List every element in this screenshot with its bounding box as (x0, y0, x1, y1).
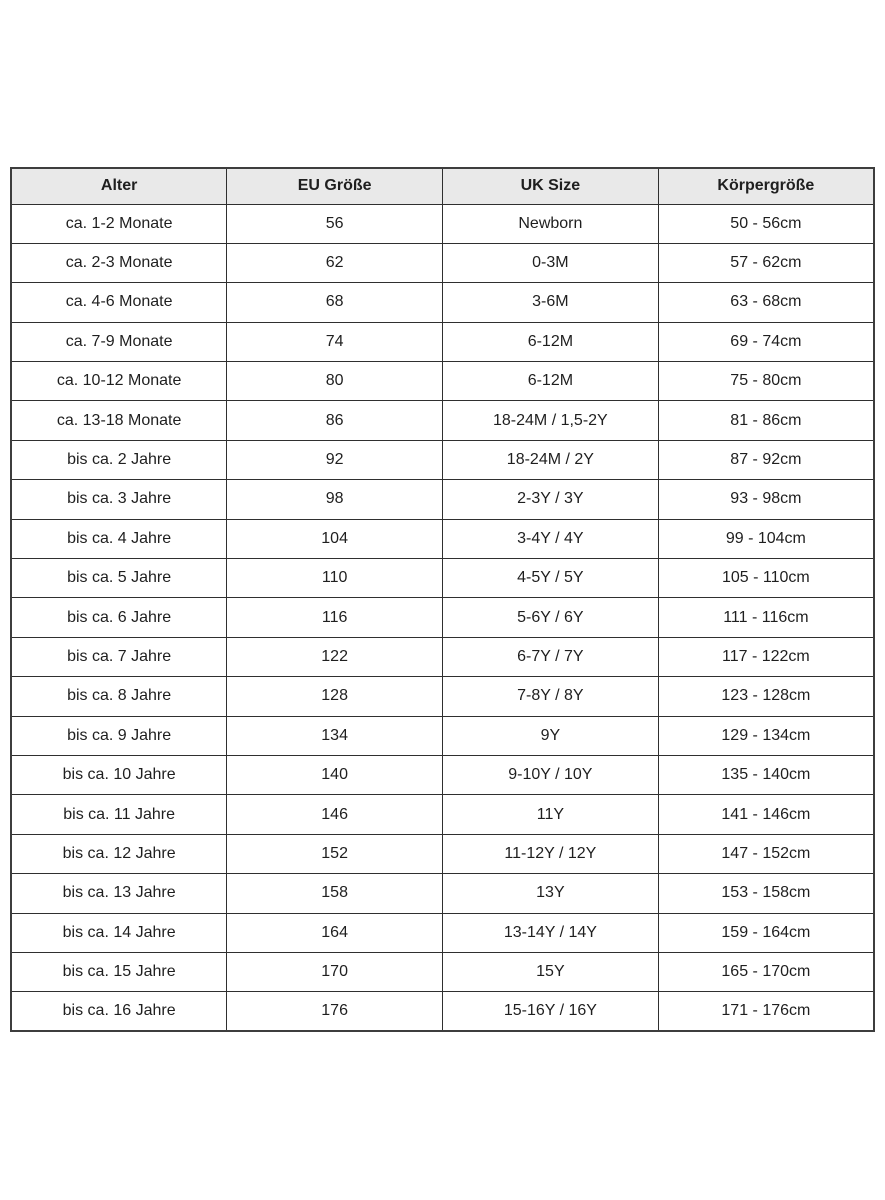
table-row (11, 283, 874, 322)
table-cell: bis ca. 12 Jahre (11, 834, 227, 873)
table-cell: 111 - 116cm (658, 598, 874, 637)
table-cell: 13Y (443, 874, 659, 913)
table-cell: bis ca. 6 Jahre (11, 598, 227, 637)
table-cell: 57 - 62cm (658, 243, 874, 282)
table-cell: bis ca. 4 Jahre (11, 519, 227, 558)
table-cell: ca. 10-12 Monate (11, 362, 227, 401)
table-cell: 86 (227, 401, 443, 440)
table-cell: bis ca. 13 Jahre (11, 874, 227, 913)
table-cell: 152 (227, 834, 443, 873)
table-cell: ca. 7-9 Monate (11, 322, 227, 361)
table-cell: bis ca. 16 Jahre (11, 992, 227, 1031)
table-cell: 170 (227, 952, 443, 991)
table-cell: 129 - 134cm (658, 716, 874, 755)
table-cell: 18-24M / 2Y (443, 440, 659, 479)
table-row (11, 204, 874, 243)
table-row (11, 559, 874, 598)
table-cell: 6-12M (443, 322, 659, 361)
table-cell: 63 - 68cm (658, 283, 874, 322)
table-cell: bis ca. 3 Jahre (11, 480, 227, 519)
table-row (11, 992, 874, 1031)
table-row (11, 322, 874, 361)
header-row (11, 168, 874, 204)
table-cell: 7-8Y / 8Y (443, 677, 659, 716)
table-cell: 0-3M (443, 243, 659, 282)
table-cell: 92 (227, 440, 443, 479)
table-row (11, 401, 874, 440)
table-cell: bis ca. 14 Jahre (11, 913, 227, 952)
table-cell: 11-12Y / 12Y (443, 834, 659, 873)
table-row (11, 913, 874, 952)
table-row (11, 952, 874, 991)
table-cell: 123 - 128cm (658, 677, 874, 716)
table-cell: 80 (227, 362, 443, 401)
table-cell: 140 (227, 755, 443, 794)
table-cell: 147 - 152cm (658, 834, 874, 873)
table-cell: 104 (227, 519, 443, 558)
table-cell: 50 - 56cm (658, 204, 874, 243)
table-cell: 164 (227, 913, 443, 952)
table-cell: 68 (227, 283, 443, 322)
table-row (11, 677, 874, 716)
table-cell: 81 - 86cm (658, 401, 874, 440)
table-row (11, 519, 874, 558)
table-cell: 2-3Y / 3Y (443, 480, 659, 519)
table-cell: 6-12M (443, 362, 659, 401)
table-row (11, 598, 874, 637)
table-cell: ca. 1-2 Monate (11, 204, 227, 243)
table-cell: 62 (227, 243, 443, 282)
table-cell: 105 - 110cm (658, 559, 874, 598)
table-cell: 171 - 176cm (658, 992, 874, 1031)
table-cell: bis ca. 11 Jahre (11, 795, 227, 834)
size-table-body (11, 204, 874, 1031)
table-cell: bis ca. 10 Jahre (11, 755, 227, 794)
table-cell: 9Y (443, 716, 659, 755)
table-cell: 9-10Y / 10Y (443, 755, 659, 794)
table-cell: 99 - 104cm (658, 519, 874, 558)
header-cell-koerpergroesse: Körpergröße (658, 168, 874, 204)
size-table (10, 167, 875, 1032)
header-cell-uk-size: UK Size (443, 168, 659, 204)
table-cell: bis ca. 2 Jahre (11, 440, 227, 479)
table-cell: 87 - 92cm (658, 440, 874, 479)
table-cell: Newborn (443, 204, 659, 243)
table-cell: 135 - 140cm (658, 755, 874, 794)
table-cell: bis ca. 5 Jahre (11, 559, 227, 598)
table-cell: bis ca. 9 Jahre (11, 716, 227, 755)
table-cell: 5-6Y / 6Y (443, 598, 659, 637)
table-cell: 134 (227, 716, 443, 755)
table-cell: ca. 2-3 Monate (11, 243, 227, 282)
table-cell: 98 (227, 480, 443, 519)
table-row (11, 362, 874, 401)
table-cell: 13-14Y / 14Y (443, 913, 659, 952)
header-cell-eu-groesse: EU Größe (227, 168, 443, 204)
table-cell: 3-6M (443, 283, 659, 322)
table-cell: 75 - 80cm (658, 362, 874, 401)
table-cell: 74 (227, 322, 443, 361)
table-cell: 165 - 170cm (658, 952, 874, 991)
table-cell: 15Y (443, 952, 659, 991)
table-cell: 4-5Y / 5Y (443, 559, 659, 598)
table-cell: 3-4Y / 4Y (443, 519, 659, 558)
table-cell: 146 (227, 795, 443, 834)
table-cell: 141 - 146cm (658, 795, 874, 834)
table-cell: 153 - 158cm (658, 874, 874, 913)
table-row (11, 637, 874, 676)
table-row (11, 795, 874, 834)
header-cell-alter: Alter (11, 168, 227, 204)
table-cell: 158 (227, 874, 443, 913)
table-cell: ca. 13-18 Monate (11, 401, 227, 440)
table-cell: 69 - 74cm (658, 322, 874, 361)
table-cell: 110 (227, 559, 443, 598)
table-cell: 159 - 164cm (658, 913, 874, 952)
table-cell: ca. 4-6 Monate (11, 283, 227, 322)
table-cell: 122 (227, 637, 443, 676)
table-row (11, 874, 874, 913)
table-row (11, 440, 874, 479)
table-cell: 11Y (443, 795, 659, 834)
table-cell: 6-7Y / 7Y (443, 637, 659, 676)
size-chart (10, 167, 875, 1032)
table-cell: 176 (227, 992, 443, 1031)
table-row (11, 716, 874, 755)
table-cell: 117 - 122cm (658, 637, 874, 676)
size-table-head (11, 168, 874, 204)
table-row (11, 480, 874, 519)
table-cell: 128 (227, 677, 443, 716)
table-cell: 18-24M / 1,5-2Y (443, 401, 659, 440)
table-row (11, 243, 874, 282)
table-cell: bis ca. 7 Jahre (11, 637, 227, 676)
table-cell: bis ca. 8 Jahre (11, 677, 227, 716)
table-cell: 116 (227, 598, 443, 637)
table-row (11, 755, 874, 794)
table-cell: 56 (227, 204, 443, 243)
table-row (11, 834, 874, 873)
table-cell: 15-16Y / 16Y (443, 992, 659, 1031)
table-cell: 93 - 98cm (658, 480, 874, 519)
table-cell: bis ca. 15 Jahre (11, 952, 227, 991)
